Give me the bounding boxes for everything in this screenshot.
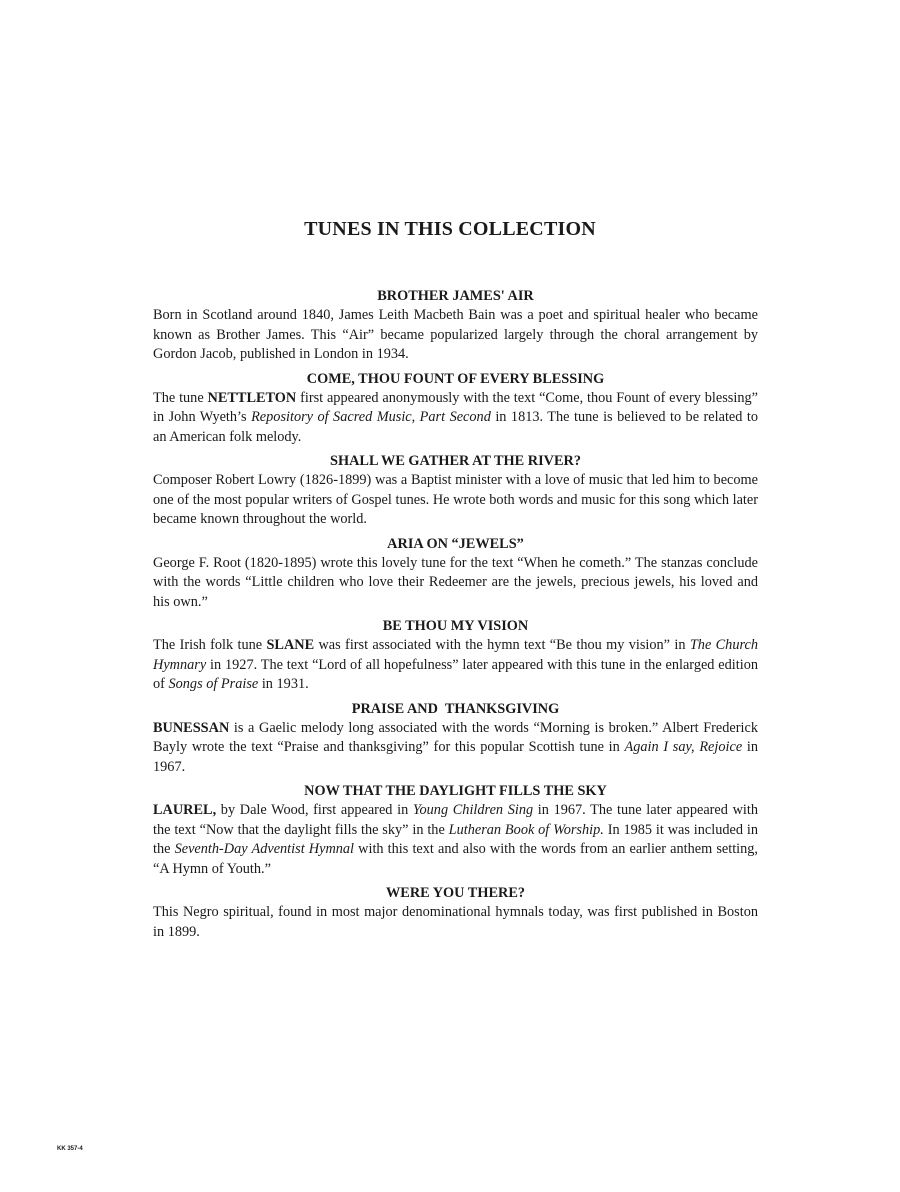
tune-section-were-you-there	[153, 883, 758, 942]
source-title: The Church Hymnary	[153, 637, 758, 673]
tune-name: BUNESSAN	[153, 719, 230, 736]
tune-description: The Irish folk tune SLANE was first associated with the hymn text “Be thou my vision” in The Church Hymnary in 1927. The text “Lord of all hopefulness” later appeared with this tune in the enlarged edition of Songs of Praise in 1931.	[153, 637, 758, 692]
tune-description: LAUREL, by Dale Wood, first appeared in Young Children Sing in 1967. The tune later appeared with the text “Now that the daylight fills the sky” in the Lutheran Book of Worship. In 1985 it was included in the Seventh-Day Adventist Hymnal with this text and also with the words from an earlier anthem setting, “A Hymn of Youth.”	[153, 802, 759, 877]
catalog-code: KK 357-4	[57, 1146, 83, 1152]
tune-name: LAUREL,	[153, 802, 217, 818]
source-title: Young Children Sing	[412, 802, 534, 818]
tune-section-brother-james-air	[153, 286, 758, 365]
tunes-list	[153, 286, 758, 946]
tune-heading: SHALL WE GATHER AT THE RIVER?	[330, 453, 581, 469]
tune-heading: BE THOU MY VISION	[382, 618, 529, 634]
tune-heading: NOW THAT THE DAYLIGHT FILLS THE SKY	[304, 783, 607, 799]
tune-description: BUNESSAN is a Gaelic melody long associated with the words “Morning is broken.” Albert Frederick Bayly wrote the text “Praise and thanksgiving” for this popular Scottish tune in Again I say, Rejoice in 1967.	[153, 719, 758, 775]
tune-description: This Negro spiritual, found in most major denominational hymnals today, was first published in Boston in 1899.	[153, 904, 758, 940]
tune-heading: WERE YOU THERE?	[385, 885, 526, 901]
tune-section-be-thou-my-vision	[153, 616, 758, 695]
tune-description: Composer Robert Lowry (1826-1899) was a Baptist minister with a love of music that led him to become one of the most popular writers of Gospel tunes. He wrote both words and music for this song which later became known throughout the world.	[153, 472, 758, 527]
source-title: Lutheran Book of Worship.	[448, 821, 604, 838]
source-title: Seventh-Day Adventist Hymnal	[174, 841, 355, 857]
tune-heading: COME, THOU FOUNT OF EVERY BLESSING	[306, 370, 605, 387]
page-title: TUNES IN THIS COLLECTION	[304, 218, 596, 240]
tune-description: George F. Root (1820-1895) wrote this lovely tune for the text “When he cometh.” The stanzas conclude with the words “Little children who love their Redeemer are the jewels, precious jewels, his loved and his own.”	[153, 554, 758, 610]
tune-name: SLANE	[266, 637, 315, 653]
tune-heading: ARIA ON “JEWELS”	[387, 535, 524, 552]
tune-description: Born in Scotland around 1840, James Leith Macbeth Bain was a poet and spiritual healer who became known as Brother James. This “Air” became popularized largely through the choral arrangement by Gordon Jacob, published in London in 1934.	[153, 307, 758, 362]
tune-section-come-thou-fount	[153, 369, 758, 448]
tune-section-aria-on-jewels	[153, 534, 758, 613]
source-title: Songs of Praise	[168, 676, 259, 692]
source-title: Again I say, Rejoice	[624, 739, 743, 755]
tune-description: The tune NETTLETON first appeared anonymously with the text “Come, thou Fount of every blessing” in John Wyeth’s Repository of Sacred Music, Part Second in 1813. The tune is believed to be related to an American folk melody.	[153, 389, 758, 445]
tune-section-shall-we-gather	[153, 451, 758, 530]
source-title: Repository of Sacred Music, Part Second	[251, 409, 491, 425]
tune-heading: PRAISE AND THANKSGIVING	[351, 700, 560, 717]
tune-heading: BROTHER JAMES' AIR	[377, 288, 534, 304]
tune-name: NETTLETON	[207, 389, 297, 406]
tune-section-now-that-the-daylight	[153, 781, 758, 879]
tune-section-praise-and-thanksgiving	[153, 699, 758, 778]
